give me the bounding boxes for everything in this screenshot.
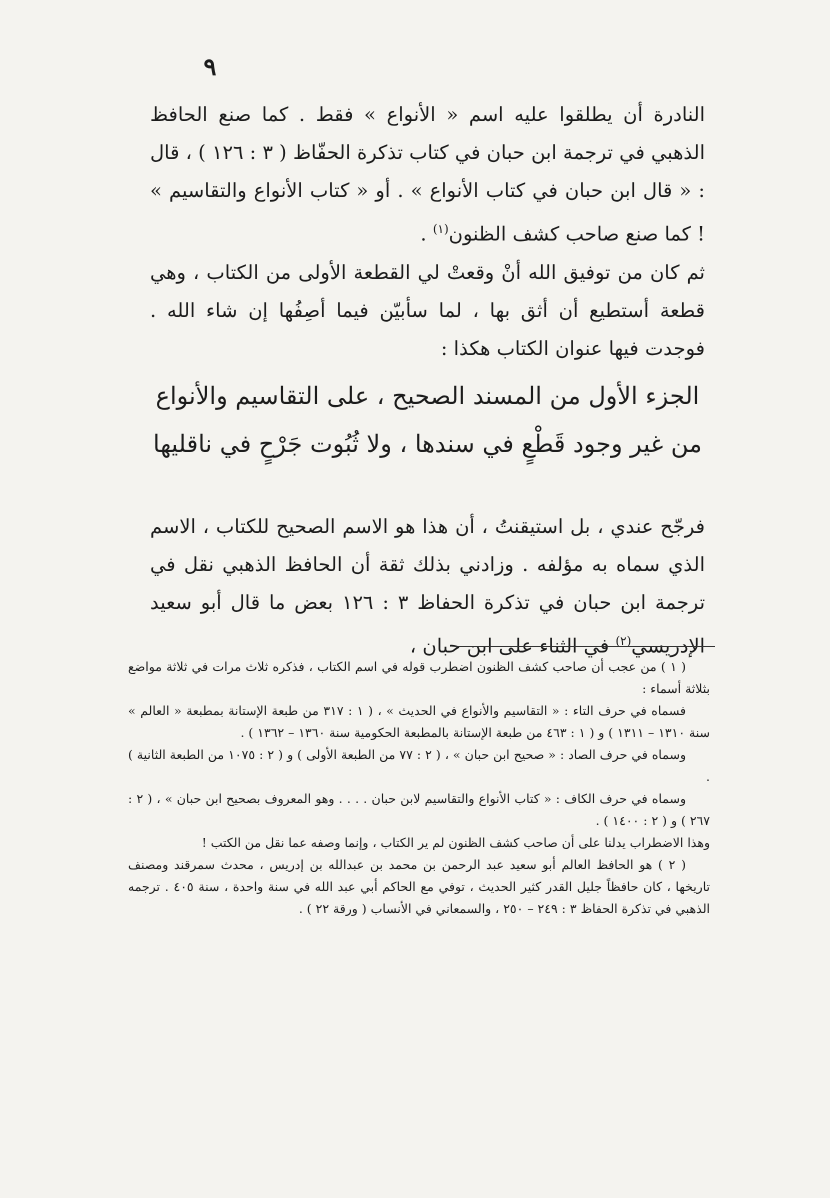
- book-title: [140, 372, 715, 468]
- footnote-divider: [455, 646, 715, 647]
- body-text: [150, 96, 705, 368]
- footnote-1-kaaf: وسماه في حرف الكاف : « كتاب الأنواع والتقاسيم لابن حبان . . . . وهو المعروف بصحيح ابن حبان » ، ( ٢ : ٢٦٧ ) و ( ٢ : ١٤٠٠ ) .: [128, 791, 710, 828]
- paragraph-3-tail: في الثناء على ابن حبان ،: [409, 634, 610, 658]
- book-title-line-1: الجزء الأول من المسند الصحيح ، على التقاسيم والأنواع: [155, 382, 700, 410]
- book-title-line-2: من غير وجود قَطْعٍ في سندها ، ولا ثُبُوت جَرْحٍ في ناقليها: [153, 430, 702, 458]
- paragraph-1: النادرة أن يطلقوا عليه اسم « الأنواع » فقط . كما صنع الحافظ الذهبي في ترجمة ابن حبان في كتاب تذكرة الحفّاظ ( ٣ : ١٢٦ ) ، قال : « قال ابن حبان في كتاب الأنواع » . أو « كتاب الأنواع والتقاسيم » ! كما صنع صاحب كشف الظنون$^{(١)}$ .: [150, 103, 706, 246]
- footnote-2: ( ٢ ) هو الحافظ العالم أبو سعيد عبد الرحمن بن محمد بن عبدالله بن إدريس ، محدث سمرقند ومصنف تاريخها ، كان حافظاً جليل القدر كثير الحديث ، توفي مع الحاكم أبي عبد الله في سنة واحدة ، سنة ٤٠٥ . ترجمه الذهبي في تذكرة الحفاظ ٣ : ٢٤٩ – ٢٥٠ ، والسمعاني في الأنساب ( ورقة ٢٢ ) .: [128, 857, 710, 916]
- paragraph-3-text: فرجّح عندي ، بل استيقنتُ ، أن هذا هو الاسم الصحيح للكتاب ، الاسم الذي سماه به مؤلفه . وزادني بذلك ثقة أن الحافظ الذهبي نقل في ترجمة ابن حبان في تذكرة الحفاظ ٣ : ١٢٦ بعض ما قال أبو سعيد الإدريسي: [150, 515, 705, 658]
- footnote-ref-1: (١): [432, 222, 449, 236]
- footnote-1-taa: فسماه في حرف التاء : « التقاسيم والأنواع في الحديث » ، ( ١ : ٣١٧ من طبعة الإستانة بمطبعة « العالم » سنة ١٣١٠ – ١٣١١ ) و ( ١ : ٤٦٣ من طبعة الإستانة بالمطبعة الحكومية سنة ١٣٦٠ – ١٣٦٢ ) .: [128, 703, 710, 740]
- body-text-2: [150, 508, 705, 666]
- paragraph-1-text: النادرة أن يطلقوا عليه اسم « الأنواع » فقط . كما صنع الحافظ الذهبي في ترجمة ابن حبان في كتاب تذكرة الحفّاظ ( ٣ : ١٢٦ ) ، قال : « قال ابن حبان في كتاب الأنواع » . أو « كتاب الأنواع والتقاسيم » ! كما صنع صاحب كشف الظنون: [150, 103, 706, 246]
- footnote-1-saad: وسماه في حرف الصاد : « صحيح ابن حبان » ، ( ٢ : ٧٧ من الطبعة الأولى ) و ( ٢ : ١٠٧٥ من الطبعة الثانية ) .: [128, 747, 710, 784]
- paragraph-3: [150, 508, 705, 666]
- footnote-1-conclusion: وهذا الاضطراب يدلنا على أن صاحب كشف الظنون لم ير الكتاب ، وإنما وصفه عما نقل من الكتب !: [201, 835, 710, 850]
- footnote-1: ( ١ ) من عجب أن صاحب كشف الظنون اضطرب قوله في اسم الكتاب ، فذكره ثلاث مرات في ثلاثة مواضع بثلاثة أسماء :: [128, 659, 710, 696]
- footnotes: [128, 656, 710, 920]
- footnote-ref-2: (٢): [615, 634, 632, 648]
- paragraph-2: ثم كان من توفيق الله أنْ وقعتْ لي القطعة الأولى من الكتاب ، وهي قطعة أستطيع أن أثق بها ، لما سأبيّن فيما أصِفُها إن شاء الله . فوجدت فيها عنوان الكتاب هكذا :: [150, 260, 705, 360]
- page-number: ٩: [203, 52, 217, 81]
